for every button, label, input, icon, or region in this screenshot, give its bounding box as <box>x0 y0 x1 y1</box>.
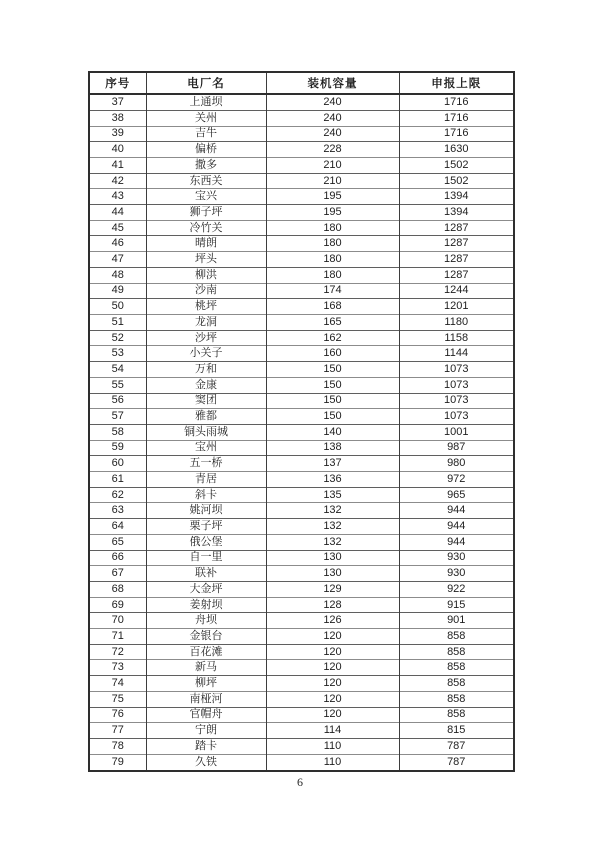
cell-limit: 858 <box>399 644 514 660</box>
cell-index: 76 <box>89 707 146 723</box>
cell-capacity: 150 <box>266 377 399 393</box>
cell-plant-name: 金康 <box>146 377 266 393</box>
table-row <box>89 330 514 346</box>
cell-index: 49 <box>89 283 146 299</box>
cell-plant-name: 晴朗 <box>146 236 266 252</box>
cell-plant-name: 官帽舟 <box>146 707 266 723</box>
table-row <box>89 597 514 613</box>
cell-capacity: 195 <box>266 189 399 205</box>
table-row <box>89 440 514 456</box>
cell-plant-name: 姜射坝 <box>146 597 266 613</box>
cell-capacity: 120 <box>266 707 399 723</box>
cell-index: 75 <box>89 691 146 707</box>
cell-limit: 1394 <box>399 205 514 221</box>
table-row <box>89 126 514 142</box>
cell-plant-name: 踏卡 <box>146 738 266 754</box>
cell-index: 38 <box>89 110 146 126</box>
cell-index: 74 <box>89 676 146 692</box>
cell-index: 39 <box>89 126 146 142</box>
cell-limit: 1073 <box>399 409 514 425</box>
cell-capacity: 240 <box>266 110 399 126</box>
cell-limit: 1180 <box>399 315 514 331</box>
table-row <box>89 157 514 173</box>
cell-plant-name: 小关子 <box>146 346 266 362</box>
cell-capacity: 130 <box>266 550 399 566</box>
cell-plant-name: 百花滩 <box>146 644 266 660</box>
table-header-row <box>89 72 514 94</box>
cell-capacity: 162 <box>266 330 399 346</box>
cell-index: 54 <box>89 362 146 378</box>
cell-capacity: 120 <box>266 676 399 692</box>
cell-limit: 972 <box>399 472 514 488</box>
cell-capacity: 137 <box>266 456 399 472</box>
cell-plant-name: 偏桥 <box>146 142 266 158</box>
cell-limit: 1201 <box>399 299 514 315</box>
cell-capacity: 160 <box>266 346 399 362</box>
cell-plant-name: 上通坝 <box>146 94 266 110</box>
cell-capacity: 168 <box>266 299 399 315</box>
page-number: 6 <box>297 775 303 789</box>
table-row <box>89 723 514 739</box>
table-row <box>89 252 514 268</box>
cell-limit: 1287 <box>399 236 514 252</box>
cell-plant-name: 大金坪 <box>146 581 266 597</box>
table-row <box>89 754 514 771</box>
cell-capacity: 120 <box>266 644 399 660</box>
table-row <box>89 456 514 472</box>
cell-capacity: 150 <box>266 393 399 409</box>
cell-limit: 987 <box>399 440 514 456</box>
cell-plant-name: 冷竹关 <box>146 220 266 236</box>
cell-plant-name: 撒多 <box>146 157 266 173</box>
table-row <box>89 660 514 676</box>
cell-plant-name: 宁朗 <box>146 723 266 739</box>
cell-plant-name: 自一里 <box>146 550 266 566</box>
cell-index: 68 <box>89 581 146 597</box>
cell-limit: 944 <box>399 503 514 519</box>
table-row <box>89 236 514 252</box>
cell-capacity: 180 <box>266 220 399 236</box>
cell-plant-name: 沙南 <box>146 283 266 299</box>
cell-index: 37 <box>89 94 146 110</box>
cell-index: 41 <box>89 157 146 173</box>
cell-plant-name: 关州 <box>146 110 266 126</box>
cell-capacity: 114 <box>266 723 399 739</box>
table-row <box>89 283 514 299</box>
cell-index: 64 <box>89 519 146 535</box>
table-row <box>89 299 514 315</box>
cell-index: 77 <box>89 723 146 739</box>
table-row <box>89 613 514 629</box>
cell-limit: 1716 <box>399 110 514 126</box>
table-row <box>89 409 514 425</box>
cell-index: 50 <box>89 299 146 315</box>
cell-capacity: 110 <box>266 738 399 754</box>
table-row <box>89 424 514 440</box>
cell-plant-name: 栗子坪 <box>146 519 266 535</box>
cell-plant-name: 铜头雨城 <box>146 424 266 440</box>
cell-plant-name: 舟坝 <box>146 613 266 629</box>
cell-index: 61 <box>89 472 146 488</box>
cell-plant-name: 柳洪 <box>146 267 266 283</box>
cell-capacity: 132 <box>266 534 399 550</box>
cell-limit: 858 <box>399 691 514 707</box>
table-row <box>89 581 514 597</box>
cell-capacity: 132 <box>266 503 399 519</box>
cell-limit: 1502 <box>399 157 514 173</box>
table-row <box>89 267 514 283</box>
table-row <box>89 377 514 393</box>
cell-index: 42 <box>89 173 146 189</box>
cell-index: 62 <box>89 487 146 503</box>
column-header-plant: 电厂名 <box>146 72 266 94</box>
cell-capacity: 130 <box>266 566 399 582</box>
cell-limit: 1502 <box>399 173 514 189</box>
table-row <box>89 189 514 205</box>
plant-capacity-table <box>88 71 515 772</box>
table-row <box>89 142 514 158</box>
cell-index: 53 <box>89 346 146 362</box>
cell-capacity: 120 <box>266 629 399 645</box>
column-header-limit: 申报上限 <box>399 72 514 94</box>
cell-index: 52 <box>89 330 146 346</box>
cell-capacity: 180 <box>266 267 399 283</box>
cell-limit: 1394 <box>399 189 514 205</box>
table-row <box>89 315 514 331</box>
cell-plant-name: 联补 <box>146 566 266 582</box>
table-row <box>89 110 514 126</box>
cell-index: 51 <box>89 315 146 331</box>
cell-capacity: 240 <box>266 126 399 142</box>
column-header-index: 序号 <box>89 72 146 94</box>
cell-index: 66 <box>89 550 146 566</box>
cell-limit: 858 <box>399 676 514 692</box>
cell-plant-name: 柳坪 <box>146 676 266 692</box>
table-row <box>89 205 514 221</box>
cell-limit: 930 <box>399 566 514 582</box>
cell-plant-name: 吉牛 <box>146 126 266 142</box>
table-row <box>89 550 514 566</box>
column-header-capacity: 装机容量 <box>266 72 399 94</box>
cell-index: 65 <box>89 534 146 550</box>
cell-capacity: 210 <box>266 157 399 173</box>
cell-limit: 944 <box>399 519 514 535</box>
cell-index: 79 <box>89 754 146 771</box>
cell-index: 59 <box>89 440 146 456</box>
cell-limit: 1716 <box>399 94 514 110</box>
cell-index: 57 <box>89 409 146 425</box>
cell-index: 73 <box>89 660 146 676</box>
cell-plant-name: 姚河坝 <box>146 503 266 519</box>
cell-limit: 1158 <box>399 330 514 346</box>
table-body <box>89 94 514 771</box>
table-row <box>89 738 514 754</box>
cell-index: 78 <box>89 738 146 754</box>
cell-index: 43 <box>89 189 146 205</box>
cell-plant-name: 五一桥 <box>146 456 266 472</box>
cell-index: 48 <box>89 267 146 283</box>
cell-capacity: 195 <box>266 205 399 221</box>
table-row <box>89 707 514 723</box>
table-row <box>89 566 514 582</box>
cell-limit: 858 <box>399 629 514 645</box>
table-row <box>89 629 514 645</box>
table-row <box>89 393 514 409</box>
cell-capacity: 132 <box>266 519 399 535</box>
cell-plant-name: 宝兴 <box>146 189 266 205</box>
cell-index: 60 <box>89 456 146 472</box>
cell-capacity: 180 <box>266 252 399 268</box>
cell-index: 46 <box>89 236 146 252</box>
cell-limit: 815 <box>399 723 514 739</box>
cell-capacity: 129 <box>266 581 399 597</box>
cell-limit: 1287 <box>399 252 514 268</box>
table-row <box>89 362 514 378</box>
cell-index: 70 <box>89 613 146 629</box>
cell-index: 45 <box>89 220 146 236</box>
cell-plant-name: 新马 <box>146 660 266 676</box>
cell-index: 72 <box>89 644 146 660</box>
cell-capacity: 126 <box>266 613 399 629</box>
cell-limit: 965 <box>399 487 514 503</box>
cell-plant-name: 狮子坪 <box>146 205 266 221</box>
cell-capacity: 135 <box>266 487 399 503</box>
cell-limit: 1073 <box>399 393 514 409</box>
cell-limit: 787 <box>399 738 514 754</box>
cell-limit: 1001 <box>399 424 514 440</box>
cell-index: 58 <box>89 424 146 440</box>
cell-index: 40 <box>89 142 146 158</box>
cell-plant-name: 万和 <box>146 362 266 378</box>
cell-capacity: 228 <box>266 142 399 158</box>
cell-capacity: 165 <box>266 315 399 331</box>
cell-limit: 1287 <box>399 267 514 283</box>
cell-plant-name: 坪头 <box>146 252 266 268</box>
cell-limit: 980 <box>399 456 514 472</box>
cell-index: 44 <box>89 205 146 221</box>
table-row <box>89 487 514 503</box>
cell-capacity: 140 <box>266 424 399 440</box>
cell-capacity: 150 <box>266 409 399 425</box>
table-row <box>89 472 514 488</box>
table-row <box>89 220 514 236</box>
cell-plant-name: 金银台 <box>146 629 266 645</box>
cell-limit: 1073 <box>399 377 514 393</box>
table-row <box>89 644 514 660</box>
cell-limit: 1287 <box>399 220 514 236</box>
cell-plant-name: 雅都 <box>146 409 266 425</box>
cell-capacity: 150 <box>266 362 399 378</box>
cell-index: 55 <box>89 377 146 393</box>
cell-capacity: 180 <box>266 236 399 252</box>
table-row <box>89 519 514 535</box>
cell-limit: 944 <box>399 534 514 550</box>
cell-index: 67 <box>89 566 146 582</box>
table-row <box>89 94 514 110</box>
cell-plant-name: 窦团 <box>146 393 266 409</box>
cell-plant-name: 龙洞 <box>146 315 266 331</box>
cell-index: 47 <box>89 252 146 268</box>
cell-index: 71 <box>89 629 146 645</box>
cell-capacity: 136 <box>266 472 399 488</box>
cell-plant-name: 桃坪 <box>146 299 266 315</box>
cell-plant-name: 俄公堡 <box>146 534 266 550</box>
cell-plant-name: 东西关 <box>146 173 266 189</box>
cell-limit: 922 <box>399 581 514 597</box>
cell-capacity: 120 <box>266 660 399 676</box>
cell-limit: 901 <box>399 613 514 629</box>
table-row <box>89 676 514 692</box>
cell-capacity: 128 <box>266 597 399 613</box>
cell-capacity: 210 <box>266 173 399 189</box>
cell-index: 63 <box>89 503 146 519</box>
cell-plant-name: 南桠河 <box>146 691 266 707</box>
cell-capacity: 120 <box>266 691 399 707</box>
cell-index: 69 <box>89 597 146 613</box>
cell-limit: 915 <box>399 597 514 613</box>
table-row <box>89 173 514 189</box>
cell-limit: 1630 <box>399 142 514 158</box>
cell-plant-name: 沙坪 <box>146 330 266 346</box>
cell-limit: 858 <box>399 707 514 723</box>
cell-limit: 1073 <box>399 362 514 378</box>
cell-capacity: 240 <box>266 94 399 110</box>
cell-limit: 787 <box>399 754 514 771</box>
cell-limit: 1244 <box>399 283 514 299</box>
cell-capacity: 174 <box>266 283 399 299</box>
table-row <box>89 503 514 519</box>
cell-limit: 1144 <box>399 346 514 362</box>
cell-index: 56 <box>89 393 146 409</box>
cell-limit: 1716 <box>399 126 514 142</box>
table-row <box>89 534 514 550</box>
cell-plant-name: 斜卡 <box>146 487 266 503</box>
cell-capacity: 138 <box>266 440 399 456</box>
cell-limit: 930 <box>399 550 514 566</box>
cell-plant-name: 久铁 <box>146 754 266 771</box>
cell-limit: 858 <box>399 660 514 676</box>
table-row <box>89 346 514 362</box>
table-row <box>89 691 514 707</box>
cell-plant-name: 宝州 <box>146 440 266 456</box>
cell-plant-name: 青居 <box>146 472 266 488</box>
cell-capacity: 110 <box>266 754 399 771</box>
